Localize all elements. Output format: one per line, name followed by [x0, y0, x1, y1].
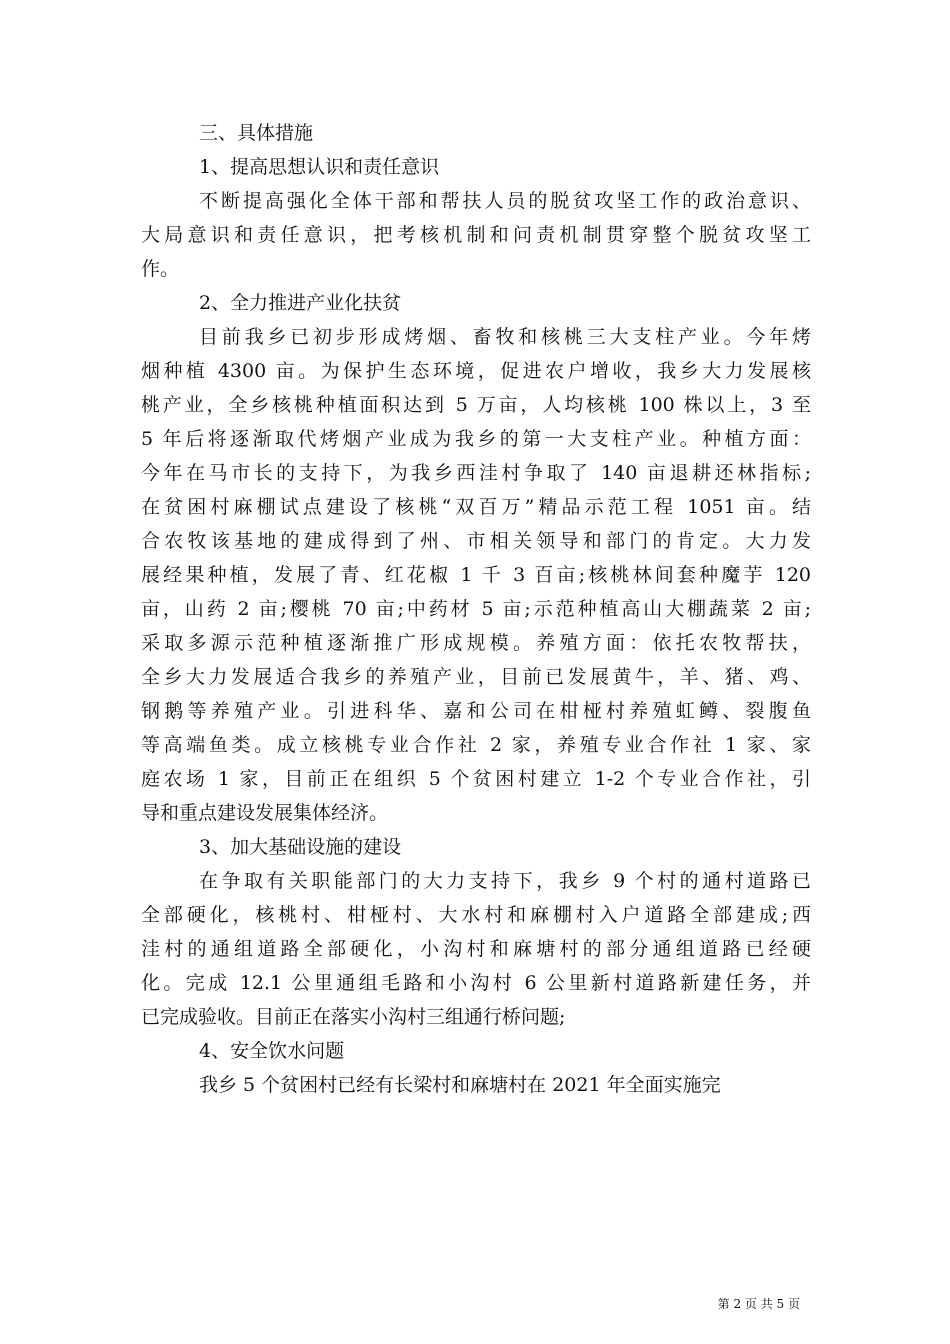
- paragraph: [141, 864, 811, 1034]
- paragraph-line: 钢鹅等养殖产业。引进科华、嘉和公司在柑桠村养殖虹鳟、裂腹鱼: [141, 700, 811, 722]
- paragraph-line: 洼村的通组道路全部硬化，小沟村和麻塘村的部分通组道路已经硬: [141, 938, 811, 960]
- paragraph: [141, 184, 811, 286]
- paragraph-line: 已完成验收。目前正在落实小沟村三组通行桥问题;: [141, 1006, 566, 1028]
- paragraph-line: 全乡大力发展适合我乡的养殖产业，目前已发展黄牛，羊、猪、鸡、: [141, 666, 811, 688]
- paragraph-line: 不断提高强化全体干部和帮扶人员的脱贫攻坚工作的政治意识、: [199, 190, 811, 212]
- paragraph-line: 导和重点建设发展集体经济。: [141, 802, 389, 824]
- paragraph-line: 合农牧该基地的建成得到了州、市相关领导和部门的肯定。大力发: [141, 530, 811, 552]
- paragraph-line: 作。: [141, 258, 180, 280]
- paragraph-line: 亩，山药 2 亩;樱桃 70 亩;中药材 5 亩;示范种植高山大棚蔬菜 2 亩;: [141, 598, 811, 620]
- paragraph-line: 等高端鱼类。成立核桃专业合作社 2 家，养殖专业合作社 1 家、家: [141, 734, 811, 756]
- section-heading: 1、提高思想认识和责任意识: [199, 156, 440, 178]
- section-heading: 3、加大基础设施的建设: [199, 836, 402, 858]
- paragraph-line: 采取多源示范种植逐渐推广形成规模。养殖方面：依托农牧帮扶，: [141, 632, 811, 654]
- paragraph-line: 全部硬化，核桃村、柑桠村、大水村和麻棚村入户道路全部建成;西: [141, 904, 811, 926]
- paragraph-line: 桃产业，全乡核桃种植面积达到 5 万亩，人均核桃 100 株以上，3 至: [141, 394, 811, 416]
- paragraph-line: 5 年后将逐渐取代烤烟产业成为我乡的第一大支柱产业。种植方面：: [141, 428, 811, 450]
- paragraph: [141, 1068, 811, 1102]
- paragraph-line: 化。完成 12.1 公里通组毛路和小沟村 6 公里新村道路新建任务，并: [141, 972, 811, 994]
- page-number: 第 2 页 共 5 页: [717, 1297, 800, 1311]
- paragraph-line: 大局意识和责任意识，把考核机制和问责机制贯穿整个脱贫攻坚工: [141, 224, 811, 246]
- paragraph-line: 我乡 5 个贫困村已经有长梁村和麻塘村在 2021 年全面实施完: [199, 1074, 721, 1096]
- section-heading: 2、全力推进产业化扶贫: [199, 292, 402, 314]
- paragraph-line: 今年在马市长的支持下，为我乡西洼村争取了 140 亩退耕还林指标;: [141, 462, 811, 484]
- paragraph-line: 庭农场 1 家，目前正在组织 5 个贫困村建立 1-2 个专业合作社，引: [141, 768, 811, 790]
- section-heading: 4、安全饮水问题: [199, 1040, 345, 1062]
- paragraph-line: 目前我乡已初步形成烤烟、畜牧和核桃三大支柱产业。今年烤: [199, 326, 811, 348]
- document-body: [141, 116, 811, 1102]
- paragraph-line: 在争取有关职能部门的大力支持下，我乡 9 个村的通村道路已: [199, 870, 811, 892]
- paragraph: [141, 320, 811, 830]
- paragraph-line: 在贫困村麻棚试点建设了核桃“双百万”精品示范工程 1051 亩。结: [141, 496, 811, 518]
- section-heading: 三、具体措施: [199, 122, 314, 144]
- paragraph-line: 烟种植 4300 亩。为保护生态环境，促进农户增收，我乡大力发展核: [141, 360, 811, 382]
- paragraph-line: 展经果种植，发展了青、红花椒 1 千 3 百亩;核桃林间套种魔芋 120: [141, 564, 811, 586]
